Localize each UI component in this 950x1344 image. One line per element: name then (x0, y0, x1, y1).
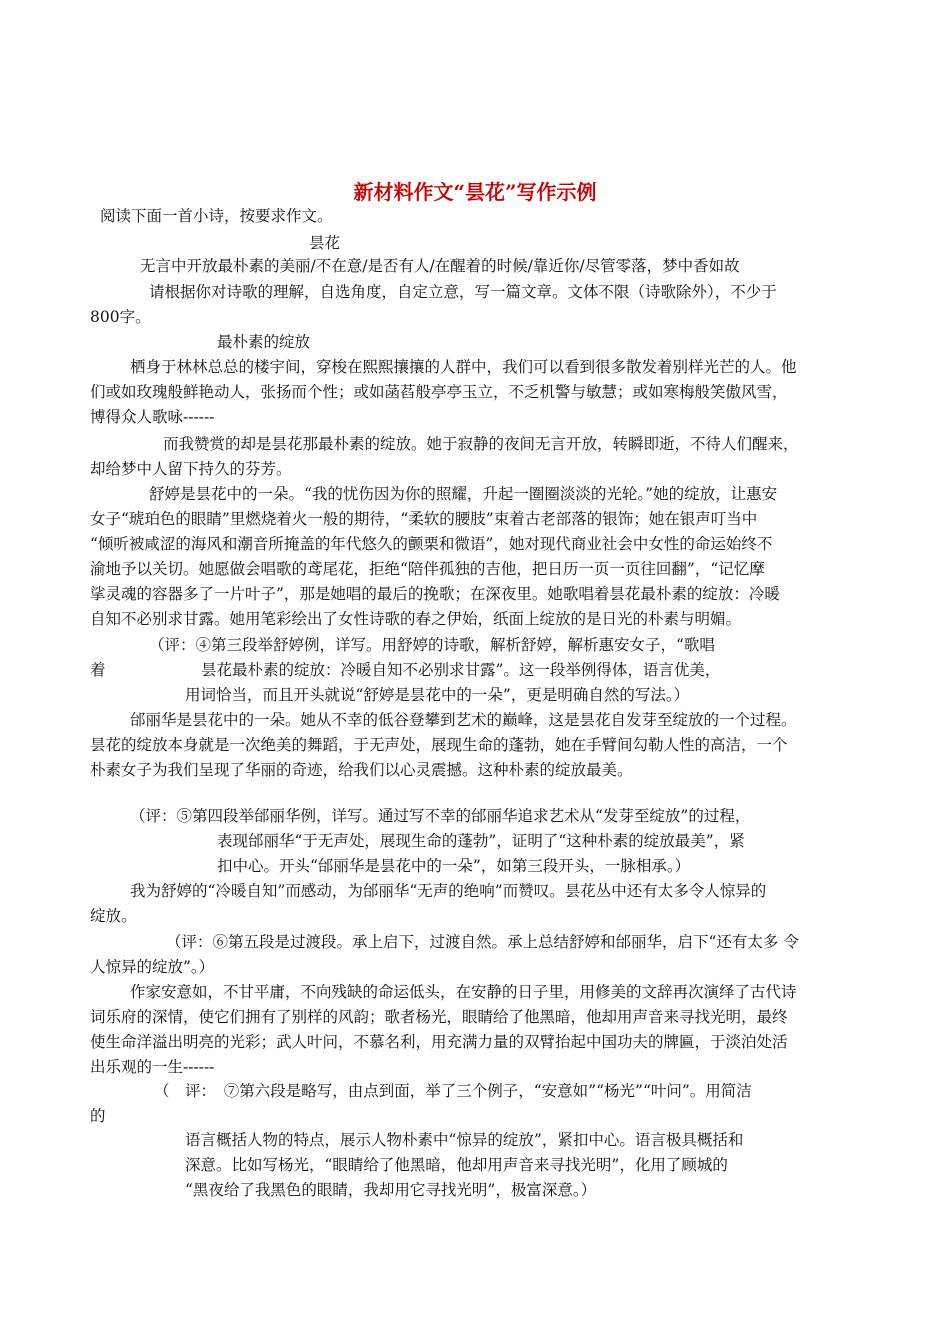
comment7-line-3: 语言概括人物的特点，展示人物朴素中“惊异的绽放”，紧扣中心。语言极具概括和 (185, 1131, 744, 1149)
requirement-line-2: 800字。 (90, 308, 151, 326)
comment5-line-1: （评：⑤第四段举邰丽华例，详写。通过写不幸的邰丽华追求艺术从“发芽至绽放”的过程， (130, 807, 751, 825)
para1-line-3: 博得众人歌咏------ (90, 408, 215, 426)
para3-line-3: “倾听被咸涩的海风和潮音所掩盖的年代悠久的颤栗和微语”，她对现代商业社会中女性的命运始终不 (90, 535, 773, 553)
para4-line-1: 邰丽华是昙花中的一朵。她从不幸的低谷登攀到艺术的巅峰，这是昙花自发芽至绽放的一个过程。 (130, 711, 797, 729)
comment4-line-4: 用词恰当，而且开头就说“舒婷是昙花中的一朵”，更是明确自然的写法。） (185, 686, 690, 704)
para3-line-4: 渝地予以关切。她愿做会唱歌的鸢尾花，拒绝“陪伴孤独的吉他，把日历一页一页往回翻”，“记忆摩 (90, 560, 765, 578)
comment7-line-2: 的 (90, 1107, 106, 1125)
comment4-line-1: （评：④第三段举舒婷例，详写。用舒婷的诗歌，解析舒婷，解析惠安女子，“歌唱 (149, 636, 715, 654)
para4-line-3: 朴素女子为我们呈现了华丽的奇迹，给我们以心灵震撼。这种朴素的绽放最美。 (90, 761, 633, 779)
para3-line-6: 自知不必别求甘露。她用笔彩绘出了女性诗歌的春之伊始，纸面上绽放的是日光的朴素与明媚。 (90, 610, 742, 628)
comment7-line-4: 深意。比如写杨光，“眼睛给了他黑暗，他却用声音来寻找光明”，化用了顾城的 (185, 1156, 728, 1174)
para2-line-1: 而我赞赏的却是昙花那最朴素的绽放。她于寂静的夜间无言开放，转瞬即逝，不待人们醒来， (163, 435, 799, 453)
comment4-line-2: 着 (90, 661, 106, 679)
comment7-line-5: “黑夜给了我黑色的眼睛，我却用它寻找光明”，极富深意。） (185, 1181, 597, 1199)
requirement-line-1: 请根据你对诗歌的理解，自选角度，自定立意，写一篇文章。文体不限（诗歌除外），不少于 (149, 283, 777, 301)
para6-line-2: 词乐府的深情，使它们拥有了别样的风韵；歌者杨光，眼睛给了他黑暗，他却用声音来寻找光明，最终 (90, 1008, 788, 1026)
para1-line-2: 们或如玫瑰般鲜艳动人，张扬而个性；或如菡萏般亭亭玉立，不乏机警与敏慧；或如寒梅般笑傲风雪， (90, 383, 788, 401)
para5-line-1: 我为舒婷的“冷暖自知”而感动，为邰丽华“无声的绝响”而赞叹。昙花丛中还有太多令人惊异的 (130, 882, 767, 900)
comment5-line-3: 扣中心。开头“邰丽华是昙花中的一朵”，如第三段开头，一脉相承。） (217, 857, 691, 875)
document-title: 新材料作文“昙花”写作示例 (353, 180, 597, 204)
poem-title: 昙花 (309, 234, 341, 252)
para3-line-5: 挲灵魂的容器多了一片叶子”，那是她唱的最后的挽歌；在深夜里。她歌唱着昙花最朴素的绽放：冷暖 (90, 585, 780, 603)
comment6-line-2: 人惊异的绽放”。） (90, 958, 215, 976)
poem-text: 无言中开放最朴素的美丽/不在意/是否有人/在醒着的时候/靠近你/尽管零落，梦中香如故 (140, 257, 740, 275)
para5-line-2: 绽放。 (90, 907, 137, 925)
para6-line-4: 出乐观的一生------ (90, 1058, 215, 1076)
para1-line-1: 栖身于林林总总的楼宇间，穿梭在熙熙攘攘的人群中，我们可以看到很多散发着别样光芒的人。他 (130, 358, 797, 376)
comment6-line-1: （评：⑥第五段是过渡段。承上启下，过渡自然。承上总结舒婷和邰丽华，启下“还有太多 令 (166, 933, 799, 951)
comment4-line-3: 昙花最朴素的绽放：冷暖自知不必别求甘露”。这一段举例得体，语言优美， (201, 661, 721, 679)
para3-line-2: 女子“琥珀色的眼睛”里燃烧着火一般的期待，“柔软的腰肢”束着古老部落的银饰；她在银声叮当中 (90, 510, 758, 528)
intro-line: 阅读下面一首小诗，按要求作文。 (100, 207, 333, 225)
para3-line-1: 舒婷是昙花中的一朵。“我的忧伤因为你的照耀，升起一圈圈淡淡的光轮。”她的绽放，让惠安 (149, 485, 778, 503)
para6-line-3: 使生命洋溢出明亮的光彩；武人叶问，不慕名利，用充满力量的双臂抬起中国功夫的牌匾，于淡泊处活 (90, 1033, 788, 1051)
comment5-line-2: 表现邰丽华“于无声处，展现生命的蓬勃”，证明了“这种朴素的绽放最美”，紧 (217, 832, 745, 850)
para2-line-2: 却给梦中人留下持久的芬芳。 (90, 460, 292, 478)
para4-line-2: 昙花的绽放本身就是一次绝美的舞蹈，于无声处，展现生命的蓬勃，她在手臂间勾勒人性的高洁，一个 (90, 736, 788, 754)
essay-title: 最朴素的绽放 (217, 333, 311, 351)
para6-line-1: 作家安意如，不甘平庸，不向残缺的命运低头，在安静的日子里，用修美的文辞再次演绎了古代诗 (130, 983, 797, 1001)
comment7-line-1: （ 评： ⑦第六段是略写，由点到面，举了三个例子，“安意如”“杨光”“叶问”。用简洁 (154, 1082, 752, 1100)
